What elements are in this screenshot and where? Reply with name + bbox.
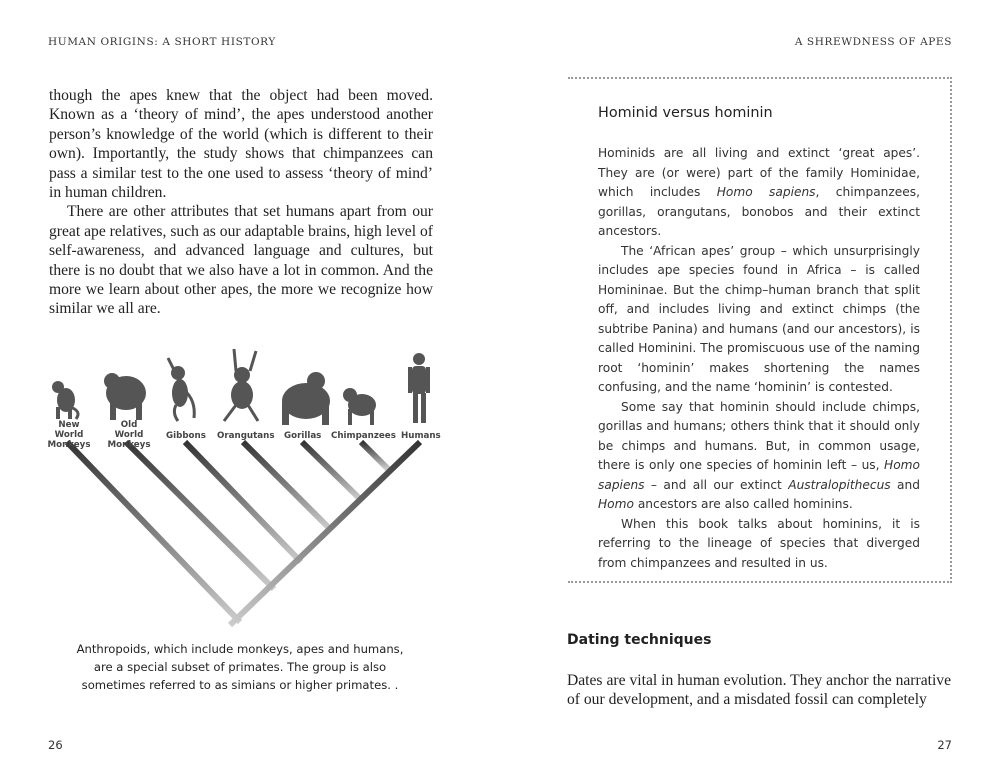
running-head-left: HUMAN ORIGINS: A SHORT HISTORY [48,36,276,48]
figure-label-gorillas: Gorillas [284,431,322,441]
branch-chimpanzees [361,442,388,469]
new-world-monkey-illustration [52,381,78,419]
figure-label-new-world-monkeys: New World Monkeys [47,420,91,450]
box-paragraph: The ‘African apes’ group – which unsurprisingly includes ape species found in Africa – is called Homininae. But the chimp–human branch that split off, and includes living and extinct chimps (the subtribe Panina) and humans (and our ancestors), is called Hominini. The promiscuous use of the naming root ‘hominin’ makes shortening the names confusing, and the name ‘hominin’ is contested. [598,243,920,394]
text-span: ancestors are also called hominins. [633,497,853,511]
left-body-text [49,86,433,319]
branch-old-world-monkeys [126,442,274,589]
text-span: Hominids are all living and extinct ‘great apes’. They are (or were) part of the family Hominidae, which includes [598,146,920,199]
branch-main-trunk [230,442,420,625]
figure-label-chimpanzees: Chimpanzees [331,431,396,441]
branch-gorillas [302,442,360,499]
sidebar-box-title: Hominid versus hominin [598,105,773,121]
running-head-right: A SHREWDNESS OF APES [794,36,952,48]
page-number-left: 26 [48,738,63,752]
primate-cladogram-figure [40,345,450,635]
text-span: , chimpanzees, gorillas, orangutans, bonobos and their extinct ancestors. [598,185,921,238]
figure-caption: Anthropoids, which include monkeys, apes and humans, are a special subset of primates. The group is also sometimes referred to as simians or higher primates. . [76,642,404,692]
section-body-text [567,671,951,710]
chimpanzee-illustration [343,388,376,425]
figure-label-orangutans: Orangutans [217,431,275,441]
italic-term: Homo sapiens [598,458,920,492]
italic-term: Australopithecus [788,477,891,492]
body-paragraph: There are other attributes that set humans apart from our great ape relatives, such as our adaptable brains, high level of self-awareness, and advanced language and cultures, but there is no doubt that we also have a lot in common. And the more we learn about other apes, the more we recognize how similar we all are. [49,203,433,318]
figure-label-humans: Humans [401,431,441,441]
section-heading: Dating techniques [567,632,712,648]
gibbon-illustration [168,358,194,421]
body-paragraph: though the apes knew that the object had been moved. Known as a ‘theory of mind’, the apes understood another person’s knowledge of the world (which is different to their own). Importantly, the study shows that chimpanzees can pass a similar test to the one used to assess ‘theory of mind’ in human children. [49,87,433,202]
body-paragraph: Dates are vital in human evolution. They anchor the narrative of our development, and a misdated fossil can completely [567,672,951,709]
text-span: – and all our extinct [644,477,789,492]
orangutan-illustration [224,349,258,421]
page-number-right: 27 [937,738,952,752]
old-world-monkey-illustration [104,373,146,420]
text-span: Some say that hominin should include chimps, gorillas and humans; others think that it should only be chimps and humans. But, in common usage, there is only one species of hominin left – us, [598,399,920,472]
box-paragraph [598,398,920,515]
human-illustration [408,353,430,423]
italic-term: Homo [598,497,634,511]
branch-gibbons [185,442,301,562]
figure-label-old-world-monkeys: Old World Monkeys [107,420,151,450]
cladogram-svg [40,345,450,635]
gorilla-illustration [282,372,330,425]
sidebar-box-text [598,144,920,573]
box-paragraph [598,144,920,242]
figure-label-gibbons: Gibbons [166,431,206,441]
text-span: and [890,477,920,492]
box-paragraph: When this book talks about hominins, it is referring to the lineage of species that diverged from chimpanzees and resulted in us. [598,516,920,570]
italic-term: Homo sapiens [716,185,816,199]
